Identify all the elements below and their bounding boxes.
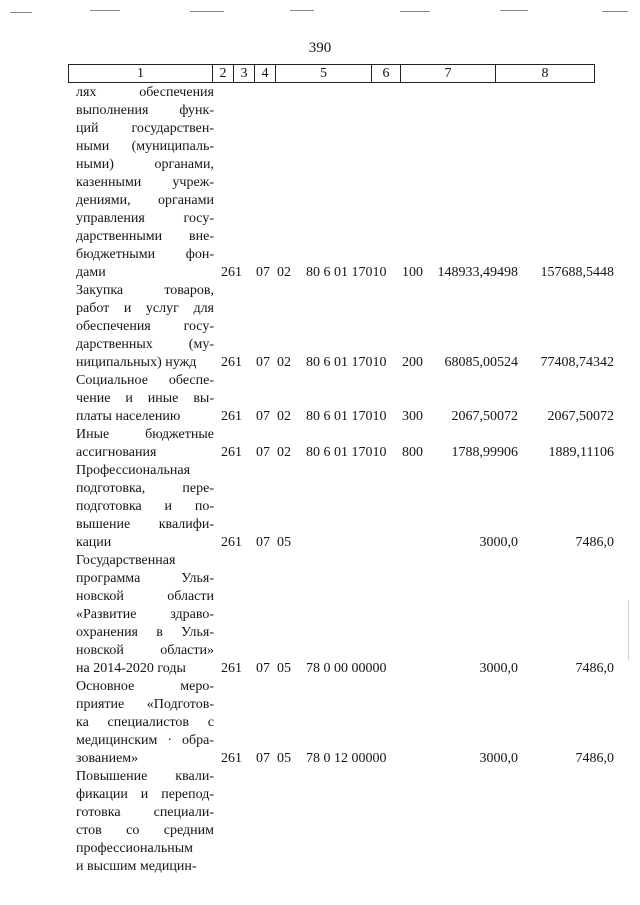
row-name bbox=[76, 462, 214, 552]
row-name-line: готовка специали- bbox=[76, 805, 214, 820]
column-header-8: 8 bbox=[496, 65, 595, 83]
row-col-2: 261 bbox=[221, 751, 242, 766]
row-col-5: 78 0 00 00000 bbox=[306, 661, 387, 676]
row-col-4: 05 bbox=[277, 751, 291, 766]
row-name bbox=[76, 768, 214, 876]
row-name bbox=[76, 678, 214, 768]
row-col-7: 2067,50072 bbox=[451, 409, 518, 424]
row-name-line: казенными учреж- bbox=[76, 175, 214, 190]
row-name bbox=[76, 84, 214, 282]
row-name-line: новской области» bbox=[76, 643, 214, 658]
row-name-line: программа Улья- bbox=[76, 571, 214, 586]
row-name-line: новской области bbox=[76, 589, 214, 604]
column-header-6: 6 bbox=[372, 65, 401, 83]
row-name-line: ниципальных) нужд bbox=[76, 355, 197, 370]
row-col-7: 3000,0 bbox=[479, 661, 518, 676]
row-col-2: 261 bbox=[221, 409, 242, 424]
row-name-line: охранения в Улья- bbox=[76, 625, 214, 640]
row-name-line: обеспечения госу- bbox=[76, 319, 214, 334]
table-row bbox=[0, 552, 640, 678]
scan-speck bbox=[628, 600, 629, 660]
row-name-line: Иные бюджетные bbox=[76, 427, 214, 442]
row-name-line: дарственных (му- bbox=[76, 337, 214, 352]
row-col-7: 3000,0 bbox=[479, 535, 518, 550]
column-header-5: 5 bbox=[276, 65, 372, 83]
row-col-8: 7486,0 bbox=[575, 535, 614, 550]
row-name-line: ций государствен- bbox=[76, 121, 214, 136]
row-col-5: 80 6 01 17010 bbox=[306, 265, 387, 280]
row-name-line: выполнения функ- bbox=[76, 103, 214, 118]
table-row bbox=[0, 462, 640, 552]
row-col-4: 02 bbox=[277, 445, 291, 460]
row-col-2: 261 bbox=[221, 445, 242, 460]
row-col-4: 02 bbox=[277, 265, 291, 280]
row-col-4: 02 bbox=[277, 355, 291, 370]
row-name-line: ка специалистов с bbox=[76, 715, 214, 730]
row-name-line: дарственными вне- bbox=[76, 229, 214, 244]
row-col-8: 7486,0 bbox=[575, 751, 614, 766]
table-row bbox=[0, 282, 640, 372]
row-name-line: профессиональным bbox=[76, 841, 194, 856]
row-col-5: 78 0 12 00000 bbox=[306, 751, 387, 766]
row-name-line: Социальное обеспе- bbox=[76, 373, 214, 388]
row-col-2: 261 bbox=[221, 535, 242, 550]
page-number: 390 bbox=[308, 40, 332, 56]
column-header-4: 4 bbox=[255, 65, 276, 83]
row-col-3: 07 bbox=[256, 409, 270, 424]
row-name-line: фикации и перепод- bbox=[76, 787, 214, 802]
row-name-line: на 2014-2020 годы bbox=[76, 661, 186, 676]
column-header-2: 2 bbox=[213, 65, 234, 83]
row-col-2: 261 bbox=[221, 661, 242, 676]
row-col-6: 200 bbox=[402, 355, 423, 370]
row-col-3: 07 bbox=[256, 355, 270, 370]
scan-speck bbox=[500, 10, 528, 11]
scan-speck bbox=[290, 10, 314, 11]
row-name-line: дами bbox=[76, 265, 106, 280]
row-name-line: подготовка и по- bbox=[76, 499, 214, 514]
column-header-3: 3 bbox=[234, 65, 255, 83]
row-name-line: ными) органами, bbox=[76, 157, 214, 172]
scan-speck bbox=[602, 11, 628, 12]
row-name bbox=[76, 426, 214, 462]
row-name-line: и высшим медицин- bbox=[76, 859, 197, 874]
column-header-row bbox=[69, 65, 595, 83]
row-col-6: 100 bbox=[402, 265, 423, 280]
row-col-3: 07 bbox=[256, 661, 270, 676]
table-row bbox=[0, 372, 640, 426]
row-col-8: 157688,5448 bbox=[540, 265, 614, 280]
scan-speck bbox=[90, 10, 120, 11]
table-row bbox=[0, 768, 640, 876]
row-name-line: Повышение квали- bbox=[76, 769, 214, 784]
row-col-5: 80 6 01 17010 bbox=[306, 355, 387, 370]
row-name-line: управления госу- bbox=[76, 211, 214, 226]
row-col-5: 80 6 01 17010 bbox=[306, 445, 387, 460]
row-col-7: 1788,99906 bbox=[451, 445, 518, 460]
row-col-7: 148933,49498 bbox=[437, 265, 518, 280]
row-col-4: 02 bbox=[277, 409, 291, 424]
row-name-line: платы населению bbox=[76, 409, 181, 424]
row-col-7: 3000,0 bbox=[479, 751, 518, 766]
column-header-7: 7 bbox=[401, 65, 496, 83]
scan-speck bbox=[190, 11, 224, 12]
row-name-line: лях обеспечения bbox=[76, 85, 214, 100]
row-col-7: 68085,00524 bbox=[444, 355, 518, 370]
row-name-line: чение и иные вы- bbox=[76, 391, 214, 406]
row-col-2: 261 bbox=[221, 355, 242, 370]
row-name-line: ассигнования bbox=[76, 445, 157, 460]
row-name-line: Государственная bbox=[76, 553, 176, 568]
row-name-line: «Развитие здраво- bbox=[76, 607, 214, 622]
scan-speck bbox=[10, 12, 32, 13]
scan-speck bbox=[400, 11, 430, 12]
row-name-line: стов со средним bbox=[76, 823, 214, 838]
row-name bbox=[76, 282, 214, 372]
row-col-8: 77408,74342 bbox=[540, 355, 614, 370]
row-col-8: 2067,50072 bbox=[547, 409, 614, 424]
row-name-line: кации bbox=[76, 535, 112, 550]
row-name-line: Профессиональная bbox=[76, 463, 191, 478]
row-col-8: 7486,0 bbox=[575, 661, 614, 676]
row-name-line: работ и услуг для bbox=[76, 301, 214, 316]
row-name-line: дениями, органами bbox=[76, 193, 214, 208]
budget-table-body bbox=[0, 84, 640, 876]
row-name-line: Основное меро- bbox=[76, 679, 214, 694]
row-name bbox=[76, 552, 214, 678]
row-name-line: бюджетными фон- bbox=[76, 247, 214, 262]
row-name bbox=[76, 372, 214, 426]
row-name-line: ными (муниципаль- bbox=[76, 139, 214, 154]
table-row bbox=[0, 426, 640, 462]
table-row bbox=[0, 84, 640, 282]
row-col-4: 05 bbox=[277, 535, 291, 550]
table-row bbox=[0, 678, 640, 768]
row-col-6: 800 bbox=[402, 445, 423, 460]
row-name-line: приятие «Подготов- bbox=[76, 697, 214, 712]
column-header-table bbox=[68, 64, 595, 83]
row-col-3: 07 bbox=[256, 265, 270, 280]
row-col-6: 300 bbox=[402, 409, 423, 424]
row-col-2: 261 bbox=[221, 265, 242, 280]
row-col-3: 07 bbox=[256, 445, 270, 460]
row-col-5: 80 6 01 17010 bbox=[306, 409, 387, 424]
row-col-3: 07 bbox=[256, 535, 270, 550]
row-col-3: 07 bbox=[256, 751, 270, 766]
row-col-4: 05 bbox=[277, 661, 291, 676]
row-name-line: подготовка, пере- bbox=[76, 481, 214, 496]
row-name-line: вышение квалифи- bbox=[76, 517, 214, 532]
row-name-line: зованием» bbox=[76, 751, 139, 766]
row-name-line: медицинским · обра- bbox=[76, 733, 214, 748]
column-header-1: 1 bbox=[69, 65, 213, 83]
row-col-8: 1889,11106 bbox=[548, 445, 614, 460]
row-name-line: Закупка товаров, bbox=[76, 283, 214, 298]
